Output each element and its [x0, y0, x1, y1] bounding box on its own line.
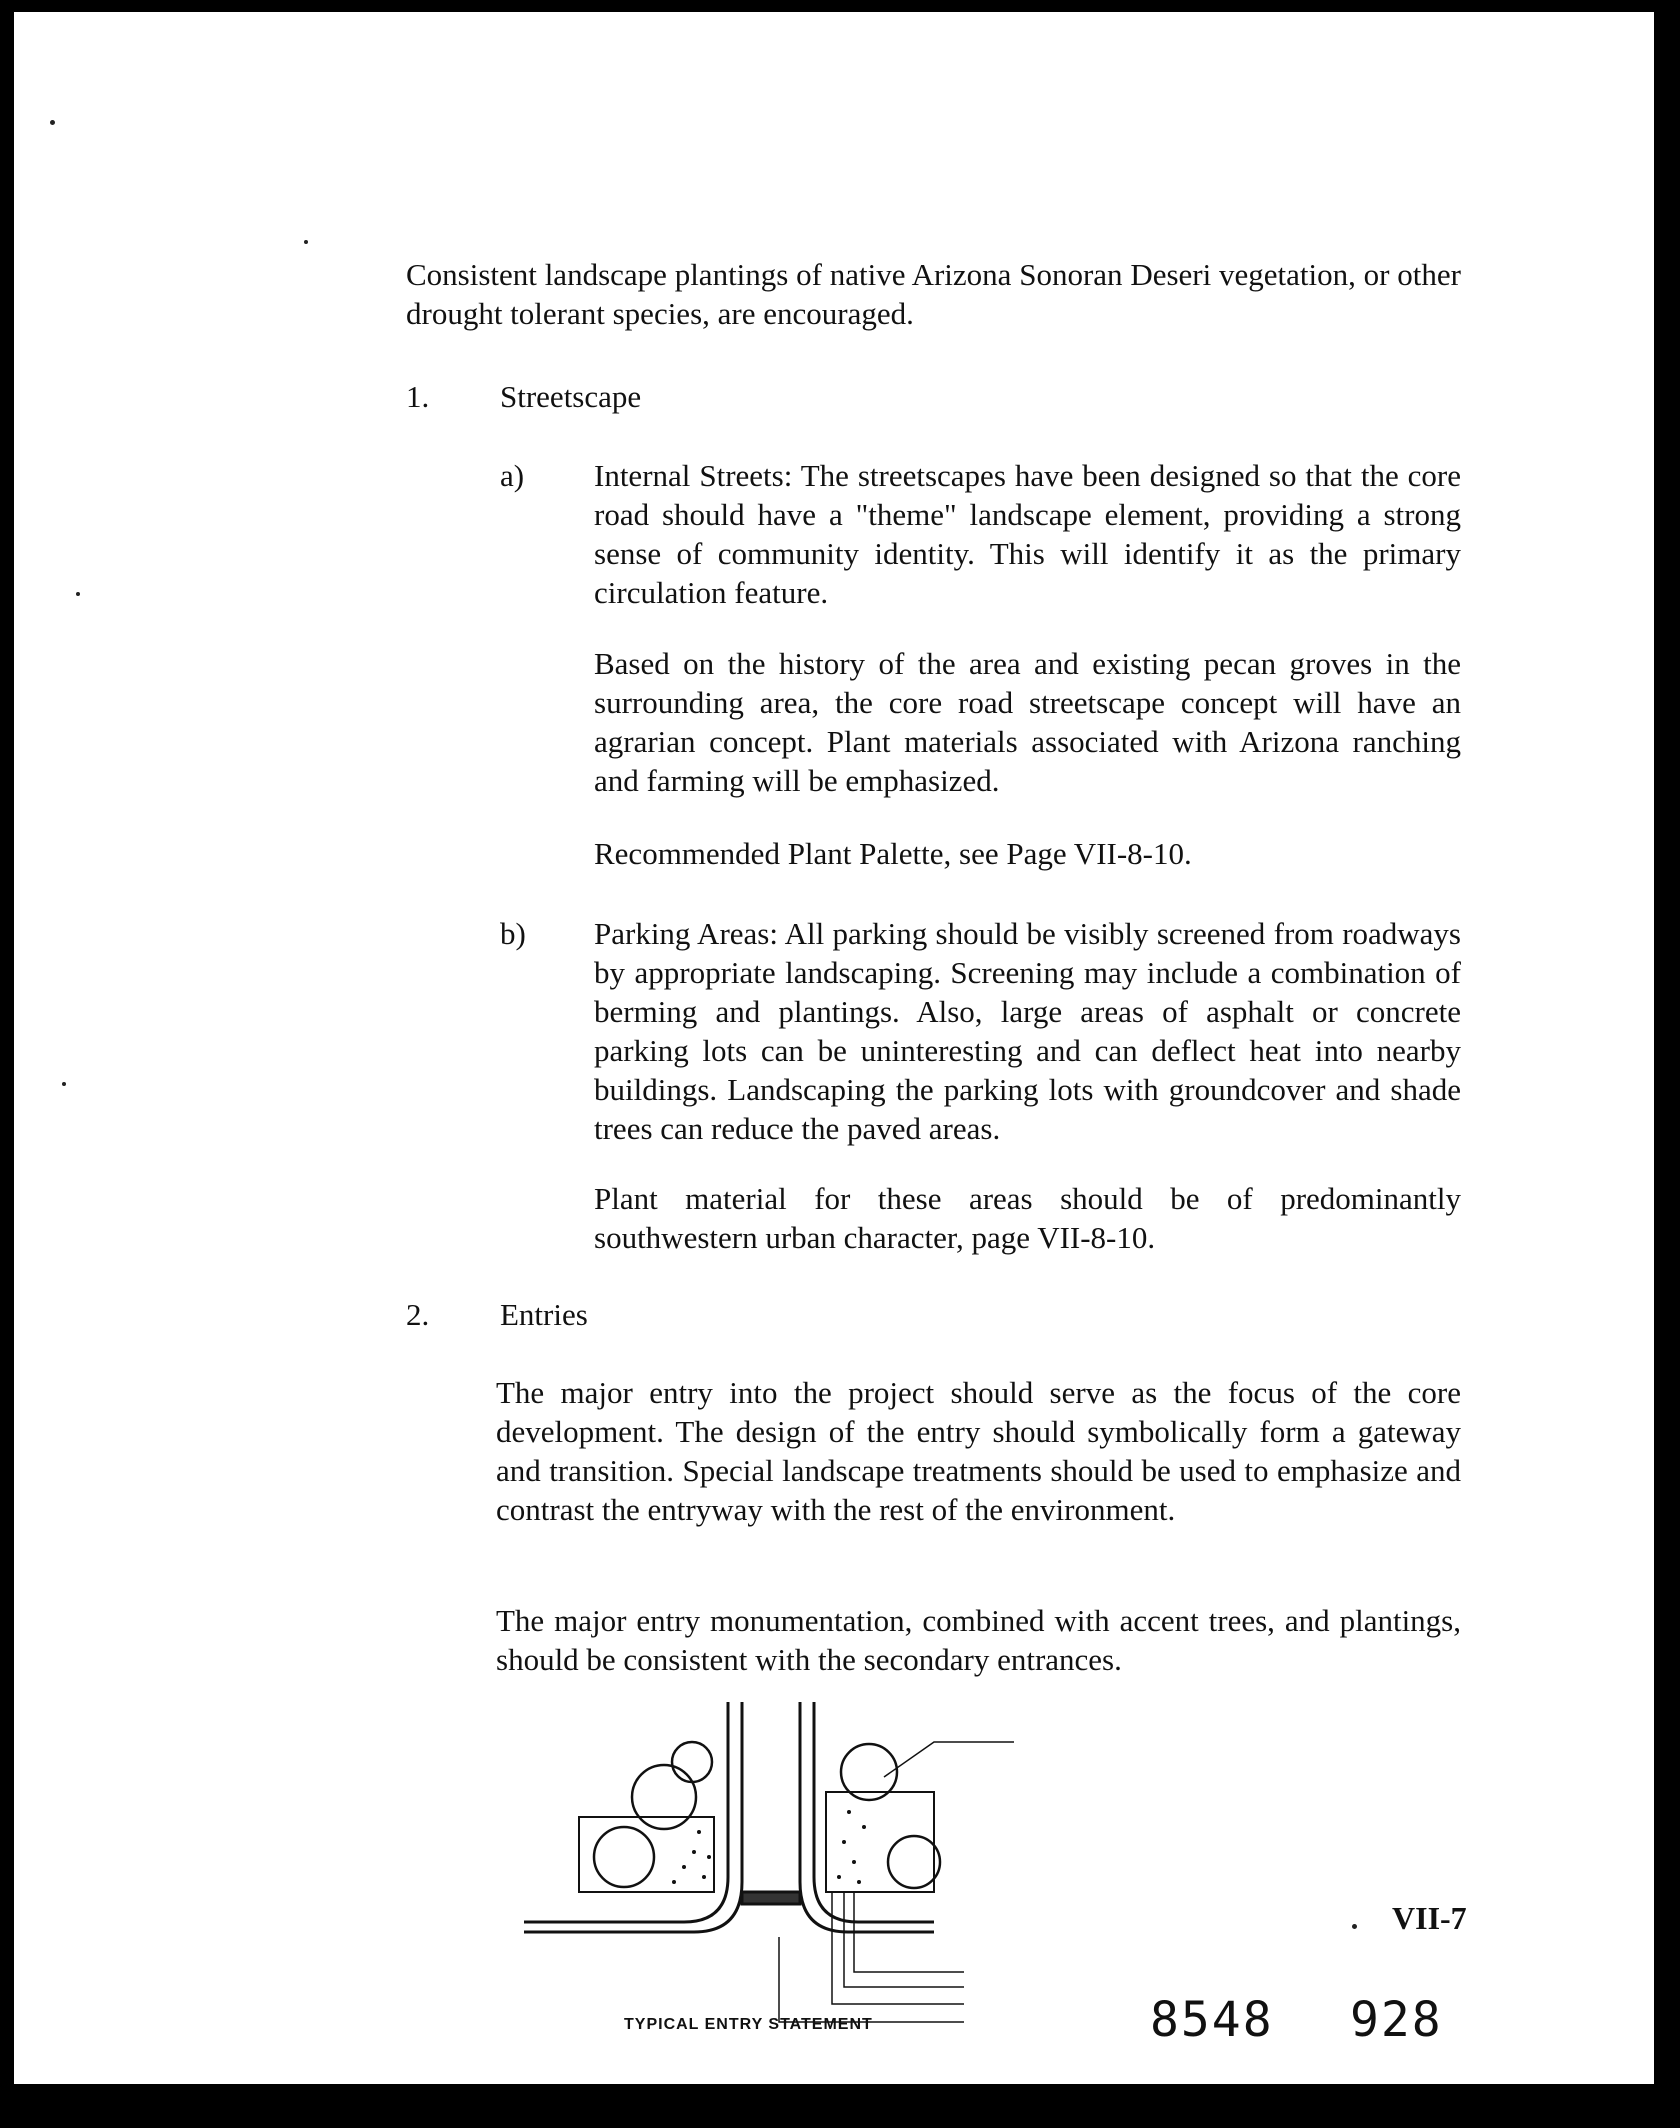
scan-speck	[76, 592, 80, 596]
stamp-number-left: 8548	[1150, 1992, 1274, 2048]
section1a-para1: Internal Streets: The streetscapes have been designed so that the core road should have a "theme" landscape element, providing a strong sense of community identity. This will identify it as the primary circulation feature.	[594, 458, 1461, 610]
section2-number: 2.	[406, 1297, 430, 1332]
scan-speck	[1352, 1924, 1357, 1929]
scan-speck	[62, 1082, 66, 1086]
intro-paragraph: Consistent landscape plantings of native Arizona Sonoran Deseri vegetation, or other drought tolerant species, are encouraged.	[406, 257, 1461, 331]
entry-statement-diagram	[514, 1692, 1114, 2052]
section2-para2: The major entry monumentation, combined with accent trees, and plantings, should be consistent with the secondary entrances.	[496, 1603, 1461, 1677]
section1a-para2: Based on the history of the area and existing pecan groves in the surrounding area, the core road streetscape concept will have an agrarian concept. Plant materials associated with Arizona ranching and farming will be emphasized.	[594, 646, 1461, 798]
page-number: VII-7	[1392, 1900, 1467, 1936]
road-edge-left	[524, 1702, 728, 1922]
section1b-para2: Plant material for these areas should be of predominantly southwestern urban character, page VII-8-10.	[594, 1181, 1461, 1255]
document-page	[14, 12, 1654, 2084]
diagram-caption: TYPICAL ENTRY STATEMENT	[624, 2016, 873, 2033]
section1a-para3: Recommended Plant Palette, see Page VII-8-10.	[594, 836, 1192, 871]
section1-number: 1.	[406, 379, 430, 414]
road-edge-right-inner	[800, 1702, 934, 1932]
section1b-para1: Parking Areas: All parking should be visibly screened from roadways by appropriate landscaping. Screening may include a combination of berming and plantings. Also, large areas of asphalt or concrete parking lots can be uninteresting and can deflect heat into nearby buildings. Landscaping the parking lots with groundcover and shade trees can reduce the paved areas.	[594, 916, 1461, 1146]
section1-title: Streetscape	[500, 379, 642, 414]
section2-title: Entries	[500, 1297, 588, 1332]
scan-speck	[304, 240, 308, 244]
section1a-label: a)	[500, 458, 525, 493]
scan-speck	[50, 120, 55, 125]
section1b-label: b)	[500, 916, 526, 951]
section2-para1: The major entry into the project should serve as the focus of the core development. The design of the entry should symbolically form a gateway and transition. Special landscape treatments should be used to emphasize and contrast the entryway with the rest of the environment.	[496, 1375, 1461, 1527]
stamp-number-right: 928	[1350, 1992, 1443, 2048]
